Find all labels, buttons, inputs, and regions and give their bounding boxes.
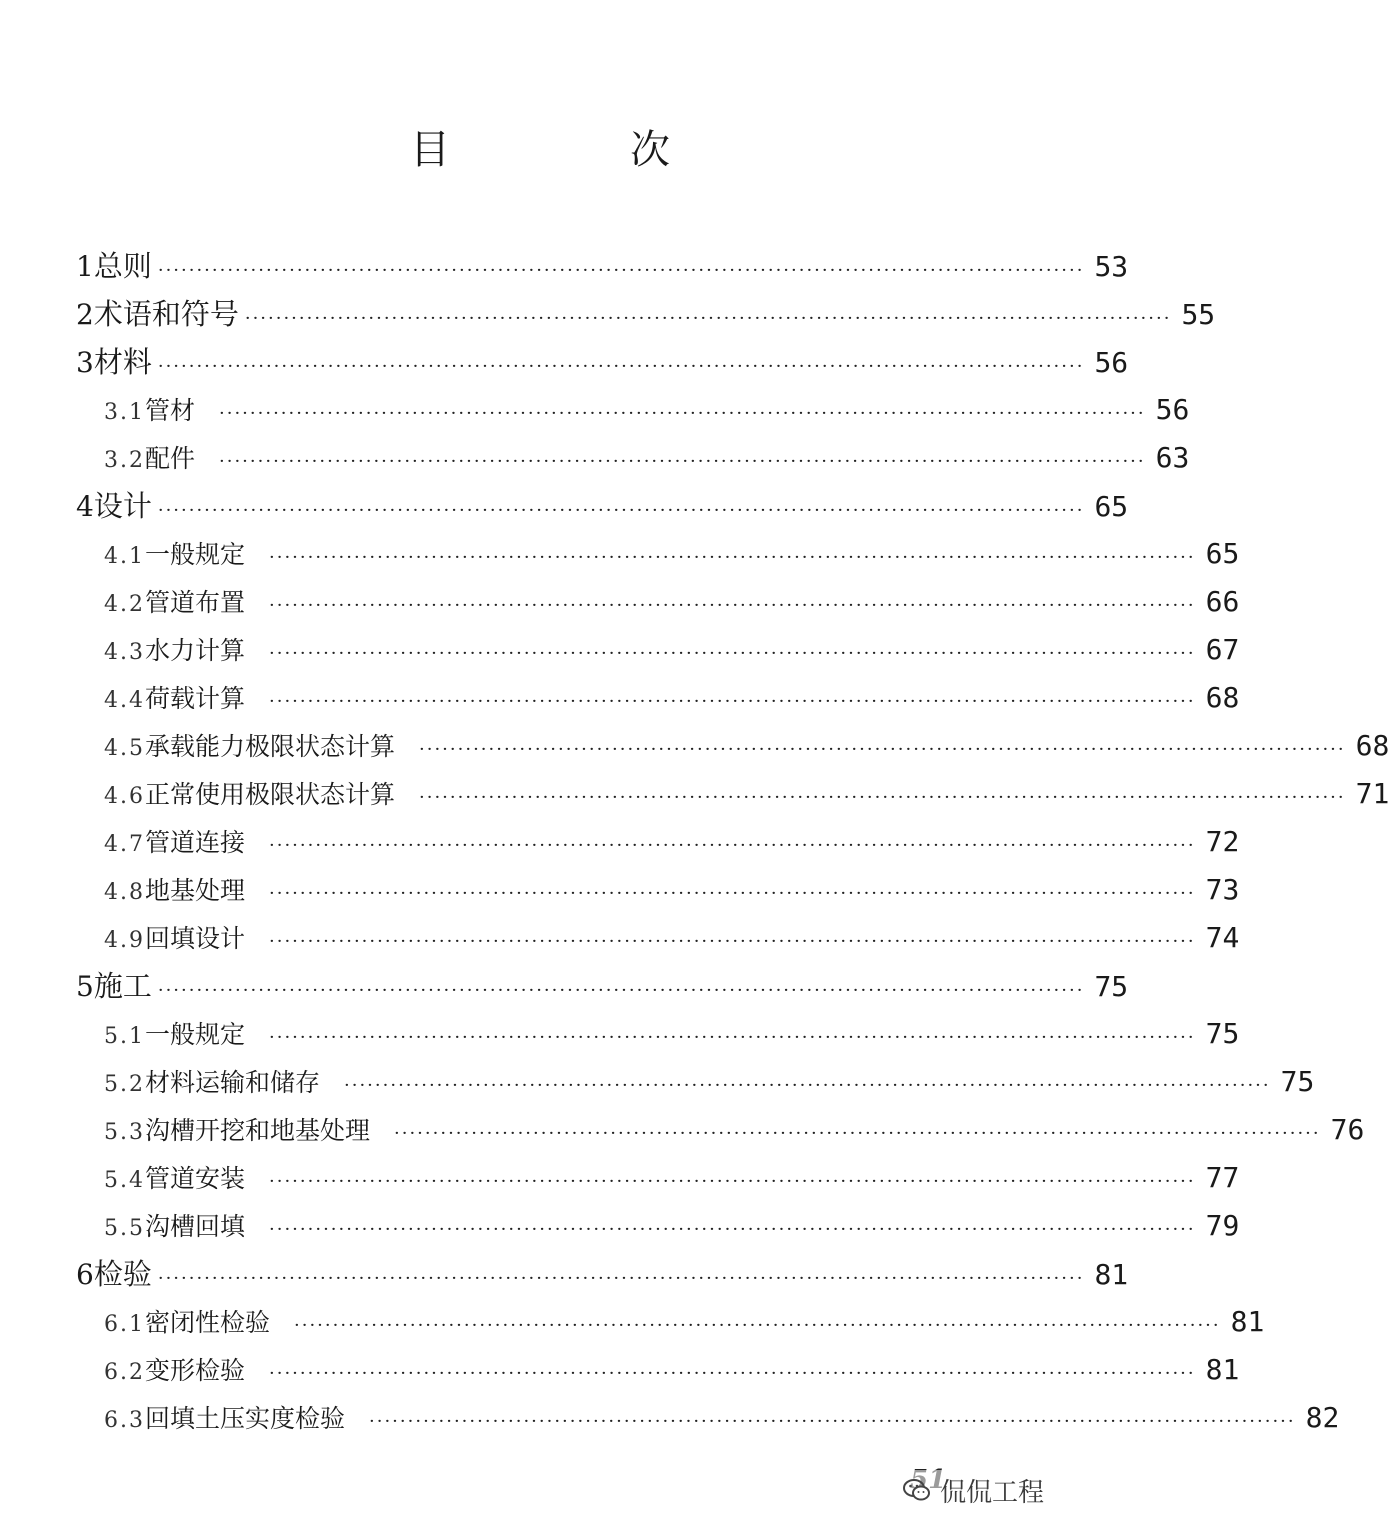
toc-entry-number: 6.3 <box>104 1408 145 1433</box>
toc-section-row <box>70 1154 1240 1202</box>
toc-section-row <box>70 626 1240 674</box>
toc-entry-number: 3.1 <box>104 400 145 425</box>
toc-leader-dots: ························································································································ <box>269 547 1196 568</box>
toc-entry-title: 总则 <box>93 249 152 283</box>
toc-entry-title: 变形检验 <box>145 1356 246 1385</box>
toc-entry-page: 81 <box>1230 1305 1265 1338</box>
toc-entry-page: 81 <box>1205 1353 1240 1386</box>
toc-entry-page: 82 <box>1305 1401 1340 1434</box>
toc-section-row <box>70 674 1240 722</box>
toc-entry-number: 2 <box>76 298 94 331</box>
toc-entry-title: 配件 <box>145 444 196 473</box>
toc-leader-dots: ························································································································ <box>244 308 1172 329</box>
table-of-contents <box>70 242 1389 1442</box>
toc-entry-title: 材料运输和储存 <box>145 1068 321 1097</box>
toc-leader-dots: ························································································································ <box>269 835 1196 856</box>
toc-entry-number: 4.6 <box>104 784 145 809</box>
toc-entry-title: 材料 <box>93 345 152 379</box>
toc-entry-title: 沟槽开挖和地基处理 <box>145 1116 371 1145</box>
toc-entry-title: 管材 <box>145 396 196 425</box>
toc-section-row <box>70 386 1190 434</box>
toc-entry-page: 56 <box>1155 393 1190 426</box>
toc-entry-title: 设计 <box>93 489 152 523</box>
toc-leader-dots: ························································································································ <box>269 883 1196 904</box>
toc-chapter-row <box>70 1250 1129 1298</box>
toc-section-row <box>70 866 1240 914</box>
watermark <box>902 1470 1044 1510</box>
toc-entry-title: 荷载计算 <box>145 684 246 713</box>
toc-entry-page: 68 <box>1355 729 1389 762</box>
toc-entry-number: 5.4 <box>104 1168 145 1193</box>
toc-entry-page: 75 <box>1205 1017 1240 1050</box>
toc-entry-page: 71 <box>1355 777 1389 810</box>
toc-entry-title: 回填土压实度检验 <box>145 1404 346 1433</box>
toc-leader-dots: ························································································································ <box>269 1171 1196 1192</box>
toc-entry-number: 4.4 <box>104 688 145 713</box>
toc-leader-dots: ························································································································ <box>157 500 1085 521</box>
toc-entry-page: 56 <box>1094 346 1129 379</box>
toc-chapter-row <box>70 962 1129 1010</box>
toc-entry-title: 承载能力极限状态计算 <box>145 732 396 761</box>
watermark-text: 侃侃工程 <box>940 1477 1045 1508</box>
page-title: 目 次 <box>410 127 740 173</box>
toc-section-row <box>70 1394 1340 1442</box>
toc-entry-title: 正常使用极限状态计算 <box>145 780 396 809</box>
toc-entry-page: 68 <box>1205 681 1240 714</box>
toc-entry-page: 73 <box>1205 873 1240 906</box>
toc-entry-number: 4.9 <box>104 928 145 953</box>
toc-entry-number: 4 <box>76 490 94 523</box>
toc-entry-title: 地基处理 <box>145 876 246 905</box>
toc-entry-number: 6.1 <box>104 1312 145 1337</box>
wechat-icon <box>902 1475 932 1505</box>
toc-entry-page: 66 <box>1205 585 1240 618</box>
toc-entry-number: 5.3 <box>104 1120 145 1145</box>
toc-section-row <box>70 434 1190 482</box>
toc-entry-title: 管道安装 <box>145 1164 246 1193</box>
toc-entry-page: 65 <box>1205 537 1240 570</box>
toc-section-row <box>70 1298 1265 1346</box>
toc-entry-page: 79 <box>1205 1209 1240 1242</box>
toc-entry-title: 水力计算 <box>145 636 246 665</box>
toc-entry-number: 4.8 <box>104 880 145 905</box>
toc-entry-title: 术语和符号 <box>93 297 239 331</box>
toc-entry-page: 53 <box>1094 250 1129 283</box>
toc-leader-dots: ························································································································ <box>269 691 1196 712</box>
toc-leader-dots: ························································································································ <box>344 1075 1271 1096</box>
toc-section-row <box>70 818 1240 866</box>
toc-section-row <box>70 530 1240 578</box>
toc-entry-page: 74 <box>1205 921 1240 954</box>
toc-entry-page: 67 <box>1205 633 1240 666</box>
toc-entry-title: 管道连接 <box>145 828 246 857</box>
toc-entry-title: 密闭性检验 <box>145 1308 271 1337</box>
toc-leader-dots: ························································································································ <box>269 1027 1196 1048</box>
toc-entry-page: 63 <box>1155 441 1190 474</box>
toc-leader-dots: ························································································································ <box>269 931 1196 952</box>
toc-entry-number: 3 <box>76 346 94 379</box>
toc-section-row <box>70 1346 1240 1394</box>
toc-entry-page: 77 <box>1205 1161 1240 1194</box>
toc-entry-title: 检验 <box>93 1257 152 1291</box>
toc-entry-title: 回填设计 <box>145 924 246 953</box>
toc-entry-title: 沟槽回填 <box>145 1212 246 1241</box>
toc-section-row <box>70 1106 1365 1154</box>
toc-entry-number: 5 <box>76 970 94 1003</box>
toc-leader-dots: ························································································································ <box>219 403 1146 424</box>
toc-section-row <box>70 914 1240 962</box>
toc-leader-dots: ························································································································ <box>269 1363 1196 1384</box>
toc-section-row <box>70 722 1389 770</box>
toc-leader-dots: ························································································································ <box>219 451 1146 472</box>
toc-entry-number: 5.2 <box>104 1072 145 1097</box>
toc-leader-dots: ························································································································ <box>157 260 1085 281</box>
toc-section-row <box>70 1058 1315 1106</box>
toc-leader-dots: ························································································································ <box>269 643 1196 664</box>
toc-leader-dots: ························································································································ <box>419 739 1346 760</box>
toc-entry-number: 5.5 <box>104 1216 145 1241</box>
toc-chapter-row <box>70 290 1216 338</box>
toc-entry-page: 81 <box>1094 1258 1129 1291</box>
toc-entry-page: 75 <box>1094 970 1129 1003</box>
toc-leader-dots: ························································································································ <box>369 1411 1296 1432</box>
toc-entry-page: 65 <box>1094 490 1129 523</box>
toc-entry-number: 5.1 <box>104 1024 145 1049</box>
toc-leader-dots: ························································································································ <box>157 1268 1085 1289</box>
toc-entry-number: 4.5 <box>104 736 145 761</box>
toc-chapter-row <box>70 482 1129 530</box>
toc-section-row <box>70 1202 1240 1250</box>
toc-chapter-row <box>70 242 1129 290</box>
toc-entry-page: 76 <box>1330 1113 1365 1146</box>
toc-entry-number: 4.7 <box>104 832 145 857</box>
toc-leader-dots: ························································································································ <box>419 787 1346 808</box>
toc-entry-page: 72 <box>1205 825 1240 858</box>
toc-entry-title: 一般规定 <box>145 1020 246 1049</box>
toc-leader-dots: ························································································································ <box>269 595 1196 616</box>
toc-entry-number: 4.1 <box>104 544 145 569</box>
toc-chapter-row <box>70 338 1129 386</box>
toc-leader-dots: ························································································································ <box>294 1315 1221 1336</box>
toc-leader-dots: ························································································································ <box>394 1123 1321 1144</box>
toc-section-row <box>70 770 1389 818</box>
toc-section-row <box>70 578 1240 626</box>
toc-entry-title: 管道布置 <box>145 588 246 617</box>
toc-entry-number: 4.3 <box>104 640 145 665</box>
toc-entry-number: 6.2 <box>104 1360 145 1385</box>
toc-entry-number: 6 <box>76 1258 94 1291</box>
toc-entry-title: 施工 <box>93 969 152 1003</box>
toc-leader-dots: ························································································································ <box>269 1219 1196 1240</box>
toc-section-row <box>70 1010 1240 1058</box>
toc-entry-number: 4.2 <box>104 592 145 617</box>
toc-entry-page: 75 <box>1280 1065 1315 1098</box>
toc-entry-title: 一般规定 <box>145 540 246 569</box>
toc-entry-number: 3.2 <box>104 448 145 473</box>
toc-entry-page: 55 <box>1181 298 1216 331</box>
toc-leader-dots: ························································································································ <box>157 356 1085 377</box>
toc-entry-number: 1 <box>76 250 94 283</box>
toc-leader-dots: ························································································································ <box>157 980 1085 1001</box>
